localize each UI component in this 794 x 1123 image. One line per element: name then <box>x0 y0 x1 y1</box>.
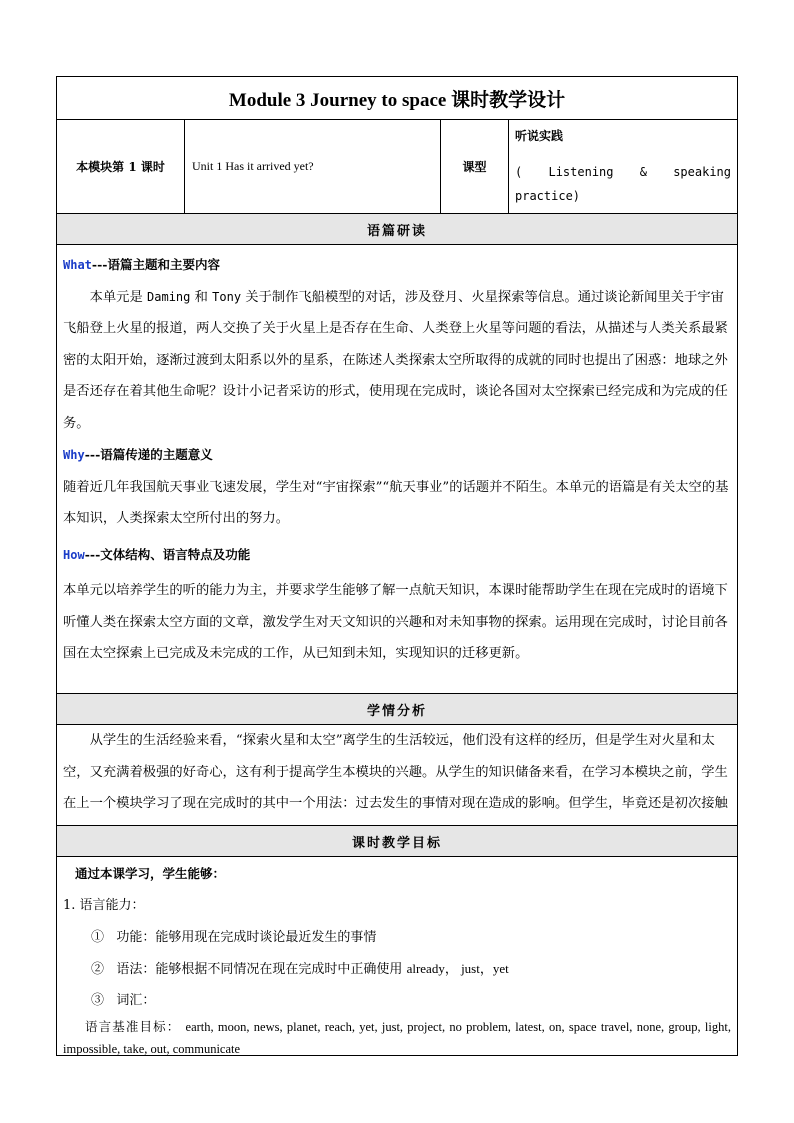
text-study-content <box>57 245 737 694</box>
sub-number: ② <box>91 962 105 977</box>
sub-text: 词汇： <box>116 993 156 1008</box>
objective-sub-grammar <box>63 953 731 985</box>
lesson-type-en-line <box>515 156 731 188</box>
page-title: Module 3 Journey to space 课时教学设计 <box>57 77 737 120</box>
lesson-type-en-part: ( <box>515 165 523 179</box>
what-title: ---语篇主题和主要内容 <box>91 257 220 272</box>
what-paragraph <box>63 282 731 440</box>
unit-title: Unit 1 Has it arrived yet? <box>185 120 441 213</box>
what-text: 和 <box>190 289 213 305</box>
lesson-type-en-part: & <box>639 165 647 179</box>
vocab-base-label: 语言基准目标： <box>85 1019 181 1034</box>
objective-item-language: 1. 语言能力： <box>63 898 145 913</box>
section-header-learner-analysis: 学情分析 <box>57 694 737 725</box>
sub-text: 功能：能够用现在完成时谈论最近发生的事情 <box>116 930 377 945</box>
objective-sub-function <box>63 922 731 953</box>
sub-text: 语法：能够根据不同情况在现在完成时中正确使用 <box>116 962 407 977</box>
how-keyword: How <box>63 547 85 562</box>
what-text: 关于制作飞船模型的对话，涉及登月、火星探索等信息。通过谈论新闻里关于宇宙飞船登上火星的报道，两人交换了关于火星上是否存在生命、人类登上火星等问题的看法，从描述与人类关系最紧密的太阳开始，逐渐过渡到太阳系以外的星系，在陈述人类探索太空所取得的成就的同时也提出了困惑：地球之外是否还存在着其他生命呢？设计小记者采访的形式，使用现在完成时，谈论各国对太空探索已经完成和为完成的任务。 <box>63 289 728 431</box>
what-name-tony: Tony <box>212 289 242 304</box>
how-heading <box>63 539 731 572</box>
how-title: ---文体结构、语言特点及功能 <box>84 546 251 562</box>
sub-keywords: already， just，yet <box>406 961 509 976</box>
learner-analysis-paragraph: 从学生的生活经验来看，“探索火星和太空”离学生的生活较远，他们没有这样的经历，但是学生对火星和太空，又充满着极强的好奇心，这有利于提高学生本模块的兴趣。从学生的知识储备来看，在学习本模块之前，学生在上一个模块学习了现在完成时的其中一个用法：过去发生的事情对现在造成的影响。但学生，毕竟还是初次接触 <box>63 733 728 811</box>
lesson-plan-table <box>56 76 738 1056</box>
objectives-intro: 通过本课学习，学生能够： <box>75 866 226 881</box>
section-header-objectives: 课时教学目标 <box>57 826 737 857</box>
vocab-base-goals <box>63 1016 731 1060</box>
lesson-type-cn: 听说实践 <box>515 129 564 143</box>
why-keyword: Why <box>63 448 85 462</box>
lesson-type-en-part: Listening <box>548 165 614 179</box>
why-title: ---语篇传递的主题意义 <box>84 447 213 462</box>
lesson-type-label: 课型 <box>441 120 509 213</box>
lesson-type-en-tail: practice) <box>515 189 581 203</box>
lesson-number: 本模块第 1 课时 <box>57 120 185 213</box>
lesson-type-value <box>509 120 737 213</box>
sub-number: ③ <box>91 993 105 1008</box>
what-heading <box>63 249 731 282</box>
objectives-content <box>57 857 737 1056</box>
why-paragraph: 随着近几年我国航天事业飞速发展，学生对“宇宙探索”“航天事业”的话题并不陌生。本单元的语篇是有关太空的基本知识，人类探索太空所付出的努力。 <box>63 479 729 526</box>
sub-number: ① <box>91 930 105 945</box>
what-text: 本单元是 <box>89 289 148 305</box>
what-keyword: What <box>63 258 92 272</box>
how-paragraph: 本单元以培养学生的听的能力为主，并要求学生能够了解一点航天知识，本课时能帮助学生在现在完成时的语境下听懂人类在探索太空方面的文章，激发学生对天文知识的兴趣和对未知事物的探索。运用现在完成时，讨论目前各国在太空探索上已完成及未完成的工作，从已知到未知，实现知识的迁移更新。 <box>63 583 728 661</box>
section-header-text-study: 语篇研读 <box>57 214 737 245</box>
why-heading <box>63 439 731 472</box>
learner-analysis-content <box>57 725 737 826</box>
what-name-daming: Daming <box>147 289 191 304</box>
vocab-word-list: earth, moon, news, planet, reach, yet, just, project, no problem, latest, on, space travel, none, group, light, impossible, take, out, communicate <box>63 1020 731 1056</box>
lesson-type-en-part: speaking <box>673 165 731 179</box>
objective-sub-vocab <box>63 985 731 1016</box>
lesson-info-row <box>57 120 737 214</box>
